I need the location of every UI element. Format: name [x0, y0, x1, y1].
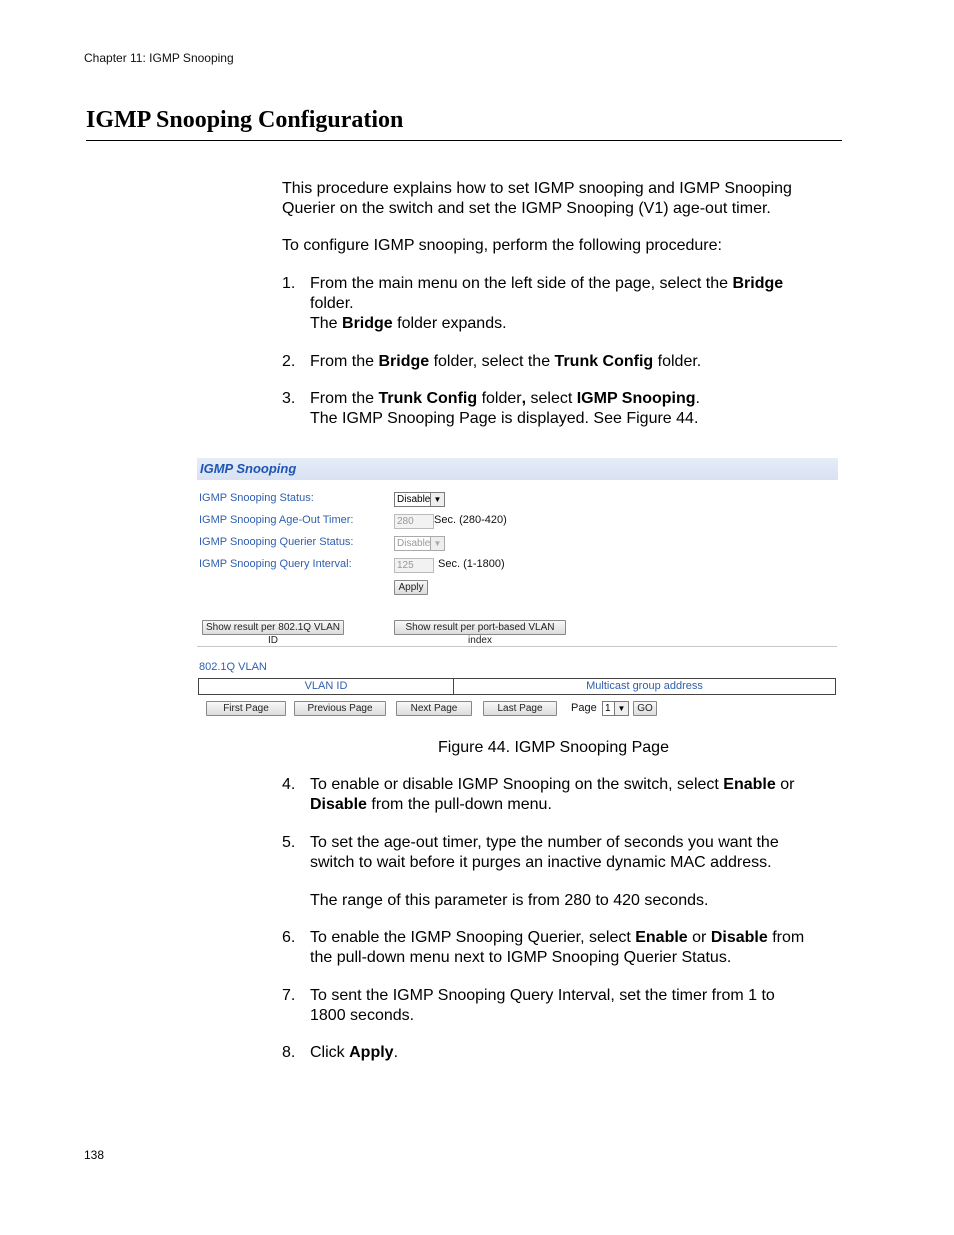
- col-multicast: Multicast group address: [586, 680, 703, 692]
- step-4: 4. To enable or disable IGMP Snooping on the switch, select Enable or Disable from the pull-down menu.: [282, 776, 795, 813]
- title-rule: [86, 140, 842, 141]
- show-port-vlan-button[interactable]: Show result per port-based VLAN index: [394, 620, 566, 635]
- status-label: IGMP Snooping Status:: [199, 492, 314, 504]
- panel-header: [197, 458, 838, 480]
- igmp-snooping-figure: [197, 458, 839, 720]
- step-5: 5. To set the age-out timer, type the number of seconds you want the switch to wait before it purges an inactive dynamic MAC address. The range of this parameter is from 280 to 420 seconds.: [282, 834, 779, 909]
- running-header: Chapter 11: IGMP Snooping: [84, 51, 234, 65]
- chevron-down-icon: ▼: [430, 493, 444, 506]
- previous-page-button[interactable]: Previous Page: [294, 701, 386, 716]
- step-8: 8. Click Apply.: [282, 1044, 399, 1061]
- apply-button[interactable]: Apply: [394, 580, 428, 595]
- page-title: IGMP Snooping Configuration: [86, 107, 404, 133]
- interval-label: IGMP Snooping Query Interval:: [199, 558, 352, 570]
- step-7: 7. To sent the IGMP Snooping Query Interval, set the timer from 1 to 1800 seconds.: [282, 987, 775, 1024]
- section-divider: [197, 646, 837, 647]
- last-page-button[interactable]: Last Page: [483, 701, 557, 716]
- page-select[interactable]: 1 ▼: [602, 701, 629, 716]
- show-vlan-id-button[interactable]: Show result per 802.1Q VLAN ID: [202, 620, 344, 635]
- step-3: 3. From the Trunk Config folder, select IGMP Snooping. The IGMP Snooping Page is displayed. See Figure 44.: [282, 390, 700, 427]
- intro-paragraph: This procedure explains how to set IGMP snooping and IGMP Snooping Querier on the switch and set the IGMP Snooping (V1) age-out timer.: [282, 180, 792, 217]
- step-2: 2. From the Bridge folder, select the Trunk Config folder.: [282, 353, 702, 370]
- ageout-label: IGMP Snooping Age-Out Timer:: [199, 514, 354, 526]
- interval-input[interactable]: 125: [394, 558, 434, 573]
- ageout-range: Sec. (280-420): [434, 514, 507, 526]
- chevron-down-icon: ▼: [430, 537, 444, 550]
- page-label: Page: [571, 702, 597, 714]
- interval-range: Sec. (1-1800): [438, 558, 505, 570]
- ageout-input[interactable]: 280: [394, 514, 434, 529]
- step-1: 1. From the main menu on the left side of the page, select the Bridge folder. The Bridge folder expands.: [282, 275, 784, 332]
- chevron-down-icon: ▼: [614, 702, 628, 715]
- procedure-intro: To configure IGMP snooping, perform the following procedure:: [282, 237, 722, 254]
- figure-caption: Figure 44. IGMP Snooping Page: [438, 739, 669, 756]
- querier-select[interactable]: Disable ▼: [394, 536, 445, 551]
- querier-label: IGMP Snooping Querier Status:: [199, 536, 354, 548]
- first-page-button[interactable]: First Page: [206, 701, 286, 716]
- vlan-table: [198, 678, 836, 695]
- status-select[interactable]: Disable ▼: [394, 492, 445, 507]
- go-button[interactable]: GO: [633, 701, 657, 716]
- col-vlan-id: VLAN ID: [199, 679, 454, 694]
- section-label: 802.1Q VLAN: [199, 661, 267, 673]
- step-6: 6. To enable the IGMP Snooping Querier, select Enable or Disable from the pull-down menu next to IGMP Snooping Querier Status.: [282, 929, 805, 966]
- page-number: 138: [84, 1148, 105, 1162]
- next-page-button[interactable]: Next Page: [396, 701, 472, 716]
- panel-title: IGMP Snooping: [200, 461, 297, 476]
